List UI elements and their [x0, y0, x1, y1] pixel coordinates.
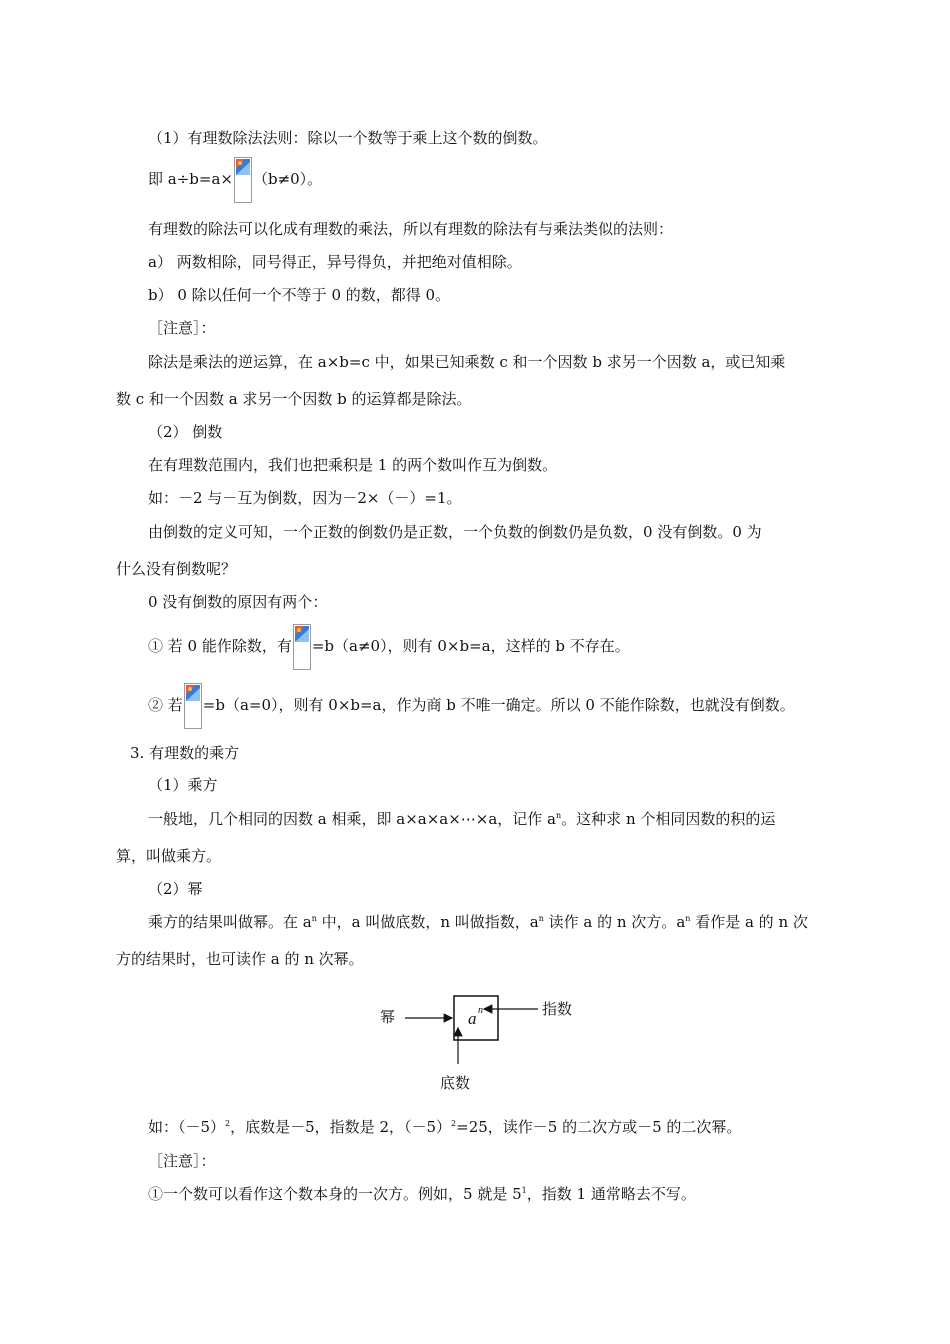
fraction-image-icon — [184, 683, 202, 729]
power-def-text-a: 一般地，几个相同的因数 a 相乘，即 a×a×a×⋯×a，记作 a — [148, 810, 557, 828]
subsection-result-heading: （2）幂 — [148, 880, 203, 898]
superscript: n — [556, 811, 562, 820]
result-definition-line1 — [148, 912, 808, 932]
fraction-image-icon — [234, 157, 252, 203]
reasons-intro: 0 没有倒数的原因有两个： — [148, 593, 328, 611]
rule-item-a: a） 两数相除，同号得正，异号得负，并把绝对值相除。 — [148, 253, 522, 271]
reason-one — [148, 623, 630, 670]
superscript: n — [311, 914, 317, 923]
rule-title-division: （1）有理数除法法则：除以一个数等于乘上这个数的倒数。 — [148, 129, 548, 147]
note-item-one — [148, 1184, 696, 1204]
superscript: 1 — [521, 1186, 527, 1195]
result-definition-line2: 方的结果时，也可读作 a 的 n 次幂。 — [116, 950, 364, 968]
formula-right: （b≠0）。 — [252, 170, 323, 188]
note-heading: ［注意］： — [148, 319, 216, 337]
power-label: 幂 — [380, 1009, 396, 1026]
reciprocal-paragraph-line2: 什么没有倒数呢？ — [116, 560, 237, 578]
reciprocal-example: 如：－2 与－互为倒数，因为－2×（－）=1。 — [148, 489, 462, 507]
note-item-text-b: ，指数 1 通常略去不写。 — [526, 1185, 696, 1203]
result-text-b: 中，a 叫做底数，n 叫做指数，a — [316, 913, 539, 931]
exponent-symbol: n — [478, 1005, 483, 1016]
reason-two-right: =b（a=0），则有 0×b=a，作为商 b 不唯一确定。所以 0 不能作除数，也就没有倒数。 — [202, 696, 795, 714]
power-def-text-b: 。这种求 n 个相同因数的积的运 — [561, 810, 776, 828]
superscript: n — [685, 914, 691, 923]
base-symbol: a — [468, 1009, 477, 1028]
result-text-a: 乘方的结果叫做幂。在 a — [148, 913, 312, 931]
exponent-label: 指数 — [542, 1001, 573, 1018]
power-definition-line1 — [148, 809, 775, 829]
subsection-power-heading: （1）乘方 — [148, 776, 218, 794]
power-definition-line2: 算，叫做乘方。 — [116, 847, 222, 865]
superscript: n — [538, 914, 544, 923]
result-text-c: 读作 a 的 n 次方。a — [543, 913, 686, 931]
fraction-image-icon — [293, 624, 311, 670]
note-paragraph-line1: 除法是乘法的逆运算，在 a×b=c 中，如果已知乘数 c 和一个因数 b 求另一个因数 a，或已知乘 — [148, 353, 786, 371]
reason-one-right: =b（a≠0），则有 0×b=a，这样的 b 不存在。 — [311, 637, 630, 655]
reciprocal-definition: 在有理数范围内，我们也把乘积是 1 的两个数叫作互为倒数。 — [148, 456, 558, 474]
reason-two — [148, 682, 795, 729]
example-text-c: =25，读作－5 的二次方或－5 的二次幂。 — [456, 1118, 742, 1136]
reason-one-left: ① 若 0 能作除数，有 — [148, 637, 292, 655]
superscript: 2 — [225, 1119, 231, 1128]
division-formula — [148, 156, 322, 203]
section-reciprocal-heading: （2） 倒数 — [148, 423, 223, 441]
power-example — [148, 1117, 741, 1137]
paragraph-division-rules-intro: 有理数的除法可以化成有理数的乘法，所以有理数的除法有与乘法类似的法则： — [148, 220, 674, 238]
example-text-a: 如：（－5） — [148, 1118, 226, 1136]
note-heading-2: ［注意］： — [148, 1152, 216, 1170]
reason-two-left: ② 若 — [148, 696, 183, 714]
example-text-b: ，底数是－5，指数是 2，（－5） — [230, 1118, 452, 1136]
reciprocal-paragraph-line1: 由倒数的定义可知，一个正数的倒数仍是正数，一个负数的倒数仍是负数，0 没有倒数。0 为 — [148, 523, 762, 541]
rule-item-b: b） 0 除以任何一个不等于 0 的数，都得 0。 — [148, 286, 451, 304]
formula-left: 即 a÷b=a× — [148, 170, 233, 188]
note-item-text-a: ①一个数可以看作这个数本身的一次方。例如，5 就是 5 — [148, 1185, 522, 1203]
power-diagram — [370, 992, 590, 1097]
note-paragraph-line2: 数 c 和一个因数 a 求另一个因数 b 的运算都是除法。 — [116, 390, 472, 408]
base-label: 底数 — [440, 1075, 471, 1092]
superscript: 2 — [451, 1119, 457, 1128]
result-text-d: 看作是 a 的 n 次 — [690, 913, 808, 931]
section-power-heading: 3. 有理数的乘方 — [130, 744, 240, 762]
